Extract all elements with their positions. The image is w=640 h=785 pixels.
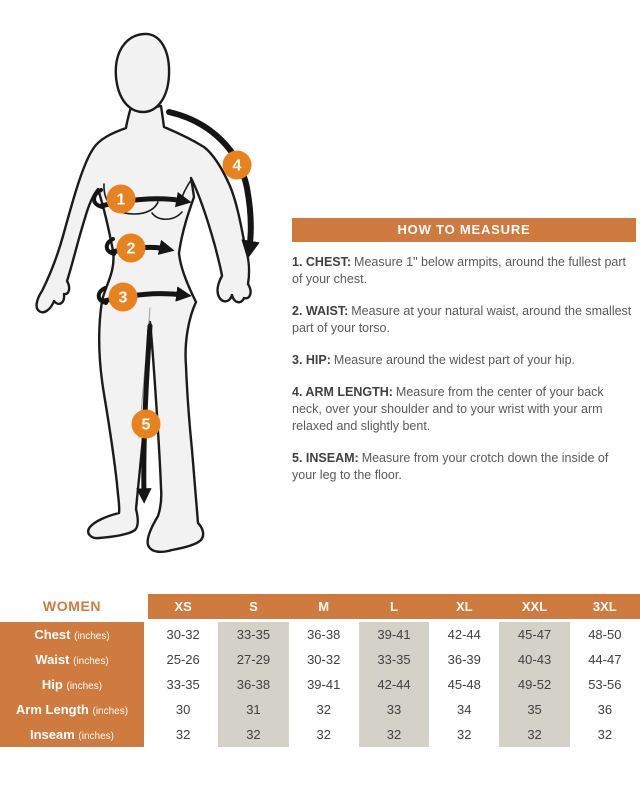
how-to-measure-title: HOW TO MEASURE [292,218,636,242]
size-column-l [359,594,429,747]
step-hip-label: 3. HIP: [292,353,331,367]
step-chest [292,254,636,288]
cell-hip-xxl: 49-52 [517,677,552,692]
size-header-3xl: 3XL [570,594,640,619]
marker-4-label: 4 [232,157,242,175]
size-header-xs: XS [148,594,218,619]
marker-1-chest [107,185,136,214]
cell-hip-xs: 33-35 [166,677,200,692]
size-column-3xl [570,594,640,747]
cell-inseam-xs: 32 [175,727,191,742]
cell-hip-s: 36-38 [236,677,271,692]
marker-5-inseam [132,410,161,439]
how-to-measure-steps [292,254,636,484]
cell-arm-length-xl: 34 [457,702,472,717]
step-arm-length-label: 4. ARM LENGTH: [292,385,393,399]
cell-inseam-xxl: 32 [527,727,542,742]
marker-2-label: 2 [126,240,136,258]
step-waist-label: 2. WAIST: [292,304,349,318]
cell-chest-s: 33-35 [236,627,271,642]
table-group-label: WOMEN [0,594,144,619]
size-header-l: L [359,594,429,619]
cell-waist-l: 33-35 [377,652,411,667]
cell-arm-length-l: 33 [386,702,402,717]
cell-waist-xxl: 40-43 [517,652,552,667]
cell-inseam-xl: 32 [457,727,472,742]
cell-chest-3xl: 48-50 [588,627,622,642]
cell-hip-l: 42-44 [377,677,411,692]
cell-waist-s: 27-29 [236,652,271,667]
step-arm-length-text: Measure from the center of your back neck, over your shoulder and to your wrist with your arm relaxed and slightly bent. [292,385,604,433]
step-hip-text: Measure around the widest part of your hip. [333,353,576,367]
cell-waist-m: 30-32 [307,652,341,667]
cell-arm-length-3xl: 36 [597,702,613,717]
head-outline [116,34,169,112]
step-waist [292,303,636,337]
size-header-s: S [218,594,288,619]
size-header-m: M [289,594,359,619]
row-label-inseam: Inseam (inches) [29,727,114,742]
how-to-measure-panel [292,218,636,499]
row-label-hip: Hip (inches) [41,677,103,692]
size-column-xxl [499,594,569,747]
cell-inseam-3xl: 32 [597,727,613,742]
cell-hip-xl: 45-48 [447,677,481,692]
size-column-xl [429,594,499,747]
marker-2-waist [117,234,146,263]
cell-hip-m: 39-41 [307,677,341,692]
cell-chest-l: 39-41 [377,627,411,642]
step-chest-text: Measure 1" below armpits, around the fullest part of your chest. [292,255,626,286]
cell-waist-xl: 36-39 [447,652,481,667]
marker-5-label: 5 [141,416,151,434]
cell-arm-length-xxl: 35 [527,702,542,717]
step-arm-length [292,384,636,435]
cell-chest-m: 36-38 [307,627,341,642]
body-measurement-diagram [0,0,300,580]
row-labels [0,622,144,747]
step-inseam-label: 5. INSEAM: [292,451,359,465]
step-hip [292,352,636,369]
row-label-chest: Chest (inches) [34,627,110,642]
cell-chest-xs: 30-32 [166,627,200,642]
step-waist-text: Measure at your natural waist, around the smallest part of your torso. [292,304,632,335]
cell-inseam-s: 32 [246,727,261,742]
size-columns [148,594,640,747]
marker-3-label: 3 [118,289,128,307]
size-header-xl: XL [429,594,499,619]
cell-arm-length-s: 31 [246,702,261,717]
women-size-table [0,594,640,747]
marker-1-label: 1 [116,191,126,209]
cell-hip-3xl: 53-56 [588,677,622,692]
size-column-s [218,594,288,747]
size-header-xxl: XXL [499,594,569,619]
cell-arm-length-xs: 30 [175,702,191,717]
cell-inseam-l: 32 [386,727,402,742]
cell-chest-xxl: 45-47 [517,627,552,642]
cell-waist-xs: 25-26 [166,652,200,667]
row-label-column [0,594,144,747]
cell-chest-xl: 42-44 [447,627,481,642]
cell-arm-length-m: 32 [316,702,331,717]
marker-4-arm-length [223,151,252,180]
step-inseam-text: Measure from your crotch down the inside of your leg to the floor. [292,451,609,482]
size-column-xs [148,594,218,747]
step-inseam [292,450,636,484]
size-column-m [289,594,359,747]
marker-3-hip [109,283,138,312]
cell-inseam-m: 32 [316,727,331,742]
cell-waist-3xl: 44-47 [588,652,622,667]
row-label-arm-length: Arm Length (inches) [15,702,129,717]
row-label-waist: Waist (inches) [35,652,109,667]
step-chest-label: 1. CHEST: [292,255,352,269]
